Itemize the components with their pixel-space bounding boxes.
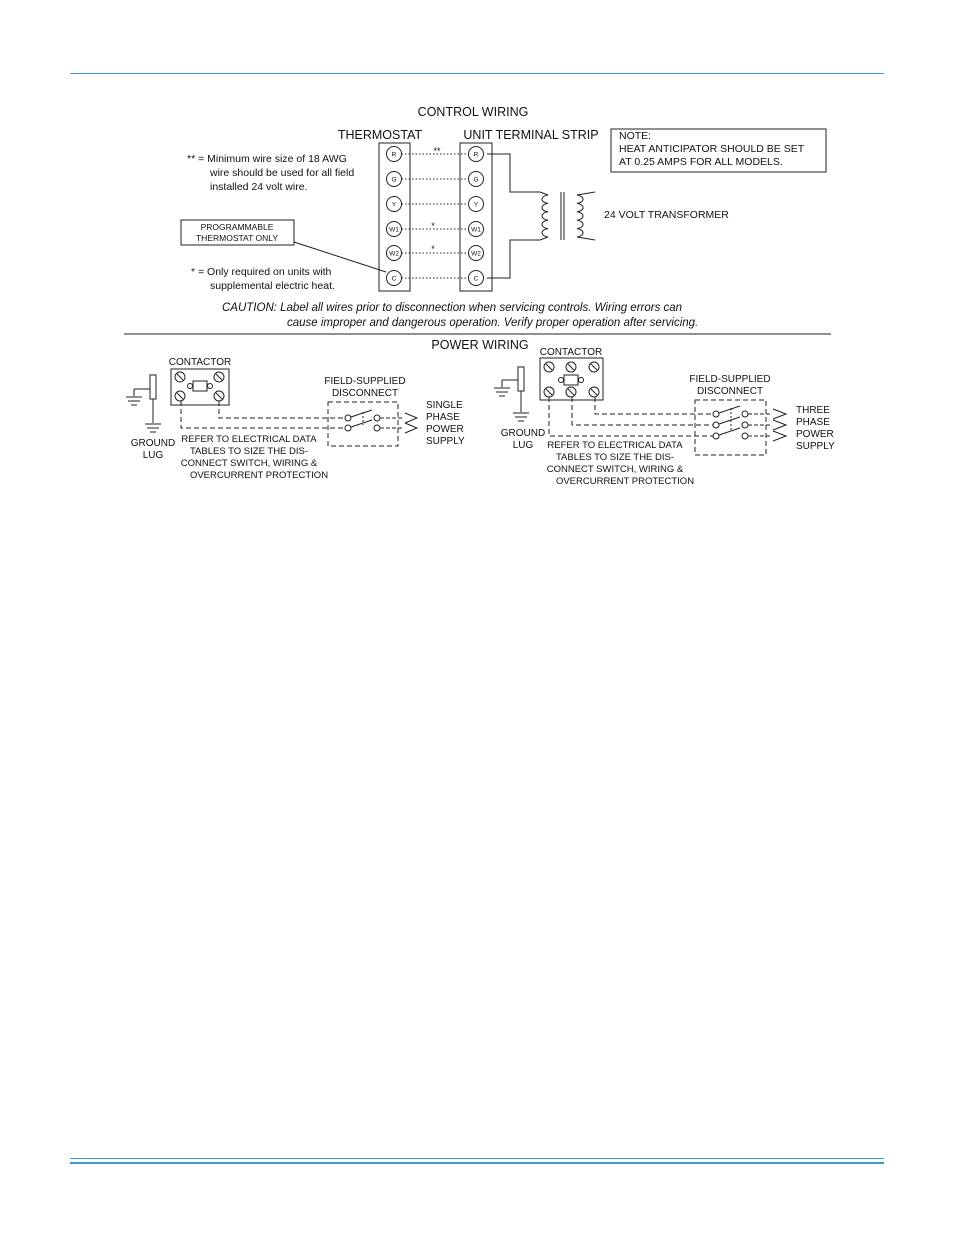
thermostat-terminal-label-w2: W2 xyxy=(389,250,399,258)
single-supply-line4: SUPPLY xyxy=(426,436,465,447)
wire-size-note-line2: wire should be used for all field xyxy=(210,167,355,179)
single-contactor-box xyxy=(171,369,229,405)
caution-line2: cause improper and dangerous operation. Verify proper operation after servicing. xyxy=(287,317,699,329)
single-supply-line2: PHASE xyxy=(426,412,460,423)
wire-size-note-line3: installed 24 volt wire. xyxy=(210,181,308,193)
three-refer-line4: OVERCURRENT PROTECTION xyxy=(555,476,695,487)
control-wiring-section xyxy=(181,105,826,329)
thermostat-terminal-label-g: G xyxy=(391,176,397,184)
r-to-transformer-wire xyxy=(487,154,540,192)
strip-terminal-label-c: C xyxy=(473,275,479,283)
three-field-wires xyxy=(549,397,713,436)
single-supply-arrows xyxy=(405,413,417,433)
thermostat-terminal-label-c: C xyxy=(391,275,397,283)
three-refer-line3: CONNECT SWITCH, WIRING & xyxy=(546,464,684,475)
note-box-line2: HEAT ANTICIPATOR SHOULD BE SET xyxy=(619,143,805,155)
thermostat-terminal-label-r: R xyxy=(391,151,397,159)
three-disconnect-line2: DISCONNECT xyxy=(696,386,764,397)
strip-terminal-label-w1: W1 xyxy=(471,226,481,234)
three-contactor-terminals xyxy=(544,362,599,397)
three-ground-line2: LUG xyxy=(512,440,534,451)
single-refer-line3: CONNECT SWITCH, WIRING & xyxy=(180,458,318,469)
thermostat-label: THERMOSTAT xyxy=(337,128,423,142)
three-contactor-label: CONTACTOR xyxy=(539,347,603,358)
terminal-strip-label: UNIT TERMINAL STRIP xyxy=(463,128,599,142)
three-supply-line3: POWER xyxy=(796,429,834,440)
three-refer-line2: TABLES TO SIZE THE DIS- xyxy=(555,452,675,463)
transformer-label: 24 VOLT TRANSFORMER xyxy=(604,209,729,221)
strip-terminal-label-g: G xyxy=(473,176,479,184)
single-ground-line2: LUG xyxy=(142,450,164,461)
thermostat-block xyxy=(379,143,410,291)
electric-heat-note-line1: * = Only required on units with xyxy=(191,266,332,278)
c-to-transformer-wire xyxy=(487,240,540,278)
single-refer-line2: TABLES TO SIZE THE DIS- xyxy=(189,446,309,457)
single-refer-line1: REFER TO ELECTRICAL DATA xyxy=(181,434,317,445)
single-ground-lug xyxy=(126,375,161,432)
single-disconnect-line2: DISCONNECT xyxy=(331,388,399,399)
three-refer-line1: REFER TO ELECTRICAL DATA xyxy=(547,440,683,451)
three-disconnect-switches xyxy=(713,406,748,439)
single-contactor-terminals xyxy=(175,372,224,401)
three-supply-line4: SUPPLY xyxy=(796,441,835,452)
single-ground-line1: GROUND xyxy=(130,438,176,449)
single-supply-wires xyxy=(380,418,404,428)
thermostat-terminal-label-w1: W1 xyxy=(389,226,399,234)
three-disconnect-line1: FIELD-SUPPLIED xyxy=(689,374,771,385)
transformer-symbol xyxy=(540,192,595,240)
three-contactor-box xyxy=(540,358,603,400)
wire-size-note-line1: ** = Minimum wire size of 18 AWG xyxy=(187,153,347,165)
three-ground-line1: GROUND xyxy=(500,428,546,439)
three-ground-lug xyxy=(494,367,529,421)
strip-terminal-label-r: R xyxy=(473,151,479,159)
single-disconnect-line1: FIELD-SUPPLIED xyxy=(324,376,406,387)
three-phase-diagram xyxy=(494,347,835,487)
wire-mark-w2: * xyxy=(431,244,435,254)
wire-mark-w1: * xyxy=(431,221,435,231)
three-supply-line1: THREE xyxy=(796,405,830,416)
three-supply-line2: PHASE xyxy=(796,417,830,428)
single-supply-line1: SINGLE xyxy=(426,400,463,411)
strip-terminal-label-y: Y xyxy=(473,201,479,209)
programmable-line1: PROGRAMMABLE xyxy=(200,222,274,232)
single-phase-diagram xyxy=(126,357,465,481)
control-wiring-title: CONTROL WIRING xyxy=(417,105,529,119)
caution-line1: CAUTION: Label all wires prior to disconnection when servicing controls. Wiring errors can xyxy=(222,302,683,314)
single-disconnect-switches xyxy=(345,410,380,431)
single-supply-line3: POWER xyxy=(426,424,464,435)
three-supply-wires xyxy=(748,414,772,436)
terminal-strip-block xyxy=(460,143,492,291)
note-box-line3: AT 0.25 AMPS FOR ALL MODELS. xyxy=(619,156,783,168)
electric-heat-note-line2: supplemental electric heat. xyxy=(210,280,335,292)
power-wiring-title: POWER WIRING xyxy=(431,338,529,352)
thermostat-terminal-label-y: Y xyxy=(391,201,397,209)
single-contactor-label: CONTACTOR xyxy=(168,357,232,368)
three-supply-arrows xyxy=(773,409,786,441)
strip-terminal-label-w2: W2 xyxy=(471,250,481,258)
single-refer-line4: OVERCURRENT PROTECTION xyxy=(189,470,329,481)
terminal-group xyxy=(387,147,484,286)
wire-mark-double: ** xyxy=(433,146,441,156)
note-box-line1: NOTE: xyxy=(619,130,652,142)
programmable-line2: THERMOSTAT ONLY xyxy=(195,233,279,243)
